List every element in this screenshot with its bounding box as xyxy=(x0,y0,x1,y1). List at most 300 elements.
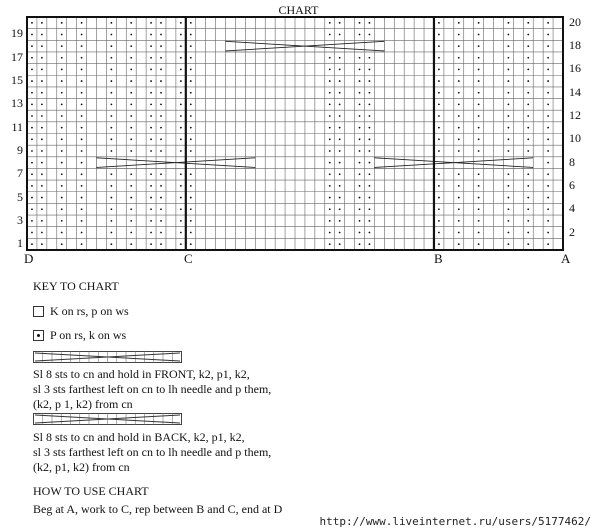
purl-stitch-dot xyxy=(150,92,152,94)
purl-label: P on rs, k on ws xyxy=(50,328,127,342)
purl-stitch-dot xyxy=(180,185,182,187)
purl-stitch-dot xyxy=(369,162,371,164)
purl-stitch-dot xyxy=(81,103,83,105)
purl-stitch-dot xyxy=(150,80,152,82)
purl-stitch-dot xyxy=(438,80,440,82)
purl-stitch-dot xyxy=(190,220,192,222)
purl-stitch-dot xyxy=(110,57,112,59)
purl-stitch-dot xyxy=(190,34,192,36)
purl-stitch-dot xyxy=(81,22,83,24)
purl-stitch-dot xyxy=(458,127,460,129)
purl-stitch-dot xyxy=(359,197,361,199)
purl-stitch-dot xyxy=(41,57,43,59)
cable-back-line-1: Sl 8 sts to cn and hold in BACK, k2, p1, k2, xyxy=(33,430,245,444)
purl-stitch-dot xyxy=(61,45,63,47)
purl-stitch-dot xyxy=(190,243,192,245)
purl-stitch-dot xyxy=(150,22,152,24)
purl-stitch-dot xyxy=(110,80,112,82)
purl-stitch-dot xyxy=(150,208,152,210)
column-marker-d: D xyxy=(24,251,34,266)
purl-stitch-dot xyxy=(81,173,83,175)
purl-stitch-dot xyxy=(180,57,182,59)
purl-stitch-dot xyxy=(339,220,341,222)
purl-stitch-dot xyxy=(61,92,63,94)
purl-stitch-dot xyxy=(130,127,132,129)
purl-stitch-dot xyxy=(41,69,43,71)
purl-stitch-dot xyxy=(508,34,510,36)
purl-stitch-dot xyxy=(527,34,529,36)
purl-stitch-dot xyxy=(458,243,460,245)
purl-stitch-dot xyxy=(150,150,152,152)
row-number-left: 15 xyxy=(11,73,23,88)
purl-stitch-dot xyxy=(150,220,152,222)
purl-stitch-dot xyxy=(438,69,440,71)
purl-stitch-dot xyxy=(527,243,529,245)
purl-stitch-dot xyxy=(31,220,33,222)
purl-stitch-dot xyxy=(527,69,529,71)
purl-stitch-dot xyxy=(150,138,152,140)
purl-stitch-dot xyxy=(150,173,152,175)
purl-stitch-dot xyxy=(369,232,371,234)
purl-stitch-dot xyxy=(190,103,192,105)
purl-stitch-dot xyxy=(458,208,460,210)
purl-stitch-dot xyxy=(130,208,132,210)
purl-stitch-dot xyxy=(527,197,529,199)
purl-stitch-dot xyxy=(369,243,371,245)
purl-stitch-dot xyxy=(547,45,549,47)
purl-stitch-dot xyxy=(438,138,440,140)
purl-stitch-dot xyxy=(180,138,182,140)
purl-stitch-dot xyxy=(160,22,162,24)
purl-stitch-dot xyxy=(339,57,341,59)
purl-stitch-dot xyxy=(339,243,341,245)
row-number-right: 8 xyxy=(569,154,575,169)
purl-stitch-dot xyxy=(110,220,112,222)
purl-stitch-dot xyxy=(359,34,361,36)
purl-stitch-dot xyxy=(508,150,510,152)
purl-stitch-dot xyxy=(150,197,152,199)
purl-stitch-dot xyxy=(130,34,132,36)
purl-stitch-dot xyxy=(329,22,331,24)
purl-stitch-dot xyxy=(329,162,331,164)
purl-stitch-dot xyxy=(61,57,63,59)
purl-stitch-dot xyxy=(41,115,43,117)
purl-stitch-dot xyxy=(150,115,152,117)
purl-stitch-dot xyxy=(110,185,112,187)
purl-stitch-dot xyxy=(527,150,529,152)
purl-stitch-dot xyxy=(130,103,132,105)
purl-stitch-dot xyxy=(369,150,371,152)
purl-stitch-dot xyxy=(41,103,43,105)
row-number-right: 18 xyxy=(569,38,581,53)
row-number-right: 4 xyxy=(569,201,575,216)
purl-stitch-dot xyxy=(458,115,460,117)
purl-stitch-dot xyxy=(478,34,480,36)
purl-stitch-dot xyxy=(458,232,460,234)
purl-stitch-dot xyxy=(438,150,440,152)
purl-stitch-dot xyxy=(438,243,440,245)
purl-stitch-dot xyxy=(41,162,43,164)
purl-stitch-dot xyxy=(31,45,33,47)
purl-stitch-dot xyxy=(359,243,361,245)
purl-stitch-dot xyxy=(180,150,182,152)
purl-stitch-dot xyxy=(31,80,33,82)
purl-stitch-dot xyxy=(527,22,529,24)
purl-stitch-dot xyxy=(329,57,331,59)
purl-stitch-dot xyxy=(180,22,182,24)
purl-stitch-dot xyxy=(160,69,162,71)
purl-stitch-dot xyxy=(130,115,132,117)
purl-stitch-dot xyxy=(508,138,510,140)
purl-stitch-dot xyxy=(478,80,480,82)
purl-stitch-dot xyxy=(438,220,440,222)
row-number-right: 10 xyxy=(569,131,581,146)
purl-stitch-dot xyxy=(190,232,192,234)
purl-stitch-dot xyxy=(180,220,182,222)
purl-stitch-dot xyxy=(359,185,361,187)
purl-stitch-dot xyxy=(81,80,83,82)
purl-stitch-dot xyxy=(61,115,63,117)
purl-stitch-dot xyxy=(547,173,549,175)
purl-stitch-dot xyxy=(180,127,182,129)
purl-stitch-dot xyxy=(527,220,529,222)
purl-stitch-dot xyxy=(160,127,162,129)
purl-stitch-dot xyxy=(339,232,341,234)
purl-stitch-dot xyxy=(41,208,43,210)
cable-back-line-3: (k2, p1, k2) from cn xyxy=(33,460,130,474)
purl-stitch-dot xyxy=(329,208,331,210)
purl-stitch-dot xyxy=(150,69,152,71)
purl-stitch-dot xyxy=(547,80,549,82)
purl-stitch-dot xyxy=(478,173,480,175)
purl-stitch-dot xyxy=(110,69,112,71)
purl-stitch-dot xyxy=(329,243,331,245)
purl-stitch-dot xyxy=(478,150,480,152)
purl-stitch-dot xyxy=(160,197,162,199)
knit-symbol-icon xyxy=(33,306,44,317)
purl-stitch-dot xyxy=(478,92,480,94)
purl-stitch-dot xyxy=(160,34,162,36)
knit-label: K on rs, p on ws xyxy=(50,304,129,318)
purl-stitch-dot xyxy=(180,115,182,117)
purl-stitch-dot xyxy=(339,22,341,24)
purl-stitch-dot xyxy=(527,80,529,82)
purl-stitch-dot xyxy=(547,220,549,222)
purl-stitch-dot xyxy=(110,34,112,36)
purl-stitch-dot xyxy=(438,185,440,187)
purl-stitch-dot xyxy=(508,80,510,82)
purl-stitch-dot xyxy=(31,243,33,245)
chart-title: CHART xyxy=(278,3,319,17)
purl-stitch-dot xyxy=(458,80,460,82)
purl-stitch-dot xyxy=(369,127,371,129)
row-number-right: 14 xyxy=(569,84,581,99)
column-marker-a: A xyxy=(561,251,571,266)
purl-stitch-dot xyxy=(190,22,192,24)
purl-stitch-dot xyxy=(527,103,529,105)
purl-stitch-dot xyxy=(190,57,192,59)
purl-stitch-dot xyxy=(478,57,480,59)
purl-stitch-dot xyxy=(160,92,162,94)
purl-stitch-dot xyxy=(31,22,33,24)
purl-stitch-dot xyxy=(81,185,83,187)
purl-stitch-dot xyxy=(438,127,440,129)
purl-stitch-dot xyxy=(369,115,371,117)
row-number-right: 2 xyxy=(569,224,575,239)
purl-stitch-dot xyxy=(458,103,460,105)
purl-stitch-dot xyxy=(369,208,371,210)
purl-stitch-dot xyxy=(339,208,341,210)
how-to-text: Beg at A, work to C, rep between B and C, end at D xyxy=(33,502,283,516)
purl-stitch-dot xyxy=(190,197,192,199)
purl-stitch-dot xyxy=(359,92,361,94)
purl-stitch-dot xyxy=(61,220,63,222)
purl-stitch-dot xyxy=(190,208,192,210)
row-number-right: 12 xyxy=(569,108,581,123)
purl-stitch-dot xyxy=(359,162,361,164)
purl-stitch-dot xyxy=(359,103,361,105)
purl-stitch-dot xyxy=(61,80,63,82)
purl-stitch-dot xyxy=(359,173,361,175)
purl-stitch-dot xyxy=(110,127,112,129)
purl-stitch-dot xyxy=(110,138,112,140)
purl-stitch-dot xyxy=(31,232,33,234)
purl-stitch-dot xyxy=(339,185,341,187)
purl-stitch-dot xyxy=(339,162,341,164)
purl-stitch-dot xyxy=(458,150,460,152)
row-number-left: 11 xyxy=(11,119,23,134)
purl-stitch-dot xyxy=(130,232,132,234)
purl-stitch-dot xyxy=(130,185,132,187)
purl-stitch-dot xyxy=(61,150,63,152)
purl-stitch-dot xyxy=(339,173,341,175)
purl-stitch-dot xyxy=(81,34,83,36)
purl-stitch-dot xyxy=(61,69,63,71)
purl-stitch-dot xyxy=(359,138,361,140)
purl-stitch-dot xyxy=(160,150,162,152)
purl-stitch-dot xyxy=(369,173,371,175)
purl-stitch-dot xyxy=(31,34,33,36)
column-marker-c: C xyxy=(184,251,193,266)
purl-stitch-dot xyxy=(130,138,132,140)
cable-back-line-2: sl 3 sts farthest left on cn to lh needle and p them, xyxy=(33,445,272,459)
purl-stitch-dot xyxy=(41,127,43,129)
purl-stitch-dot xyxy=(81,197,83,199)
purl-stitch-dot xyxy=(508,115,510,117)
purl-stitch-dot xyxy=(31,162,33,164)
purl-stitch-dot xyxy=(508,57,510,59)
row-number-right: 16 xyxy=(569,61,581,76)
purl-stitch-dot xyxy=(508,185,510,187)
purl-stitch-dot xyxy=(547,115,549,117)
purl-stitch-dot xyxy=(369,80,371,82)
purl-stitch-dot xyxy=(160,103,162,105)
purl-stitch-dot xyxy=(160,45,162,47)
purl-stitch-dot xyxy=(527,173,529,175)
purl-stitch-dot xyxy=(61,103,63,105)
purl-stitch-dot xyxy=(190,150,192,152)
purl-stitch-dot xyxy=(81,57,83,59)
purl-stitch-dot xyxy=(329,127,331,129)
purl-stitch-dot xyxy=(438,103,440,105)
purl-stitch-dot xyxy=(458,22,460,24)
purl-stitch-dot xyxy=(41,150,43,152)
purl-stitch-dot xyxy=(61,232,63,234)
purl-stitch-dot xyxy=(547,57,549,59)
purl-stitch-dot xyxy=(478,115,480,117)
purl-stitch-dot xyxy=(359,127,361,129)
purl-stitch-dot xyxy=(359,57,361,59)
purl-stitch-dot xyxy=(547,92,549,94)
purl-stitch-dot xyxy=(438,34,440,36)
purl-stitch-dot xyxy=(110,92,112,94)
purl-stitch-dot xyxy=(478,45,480,47)
purl-stitch-dot xyxy=(369,69,371,71)
purl-stitch-dot xyxy=(339,80,341,82)
purl-stitch-dot xyxy=(527,185,529,187)
purl-stitch-dot xyxy=(339,115,341,117)
purl-stitch-dot xyxy=(547,103,549,105)
purl-stitch-dot xyxy=(81,115,83,117)
purl-stitch-dot xyxy=(438,173,440,175)
purl-stitch-dot xyxy=(110,22,112,24)
purl-stitch-dot xyxy=(527,57,529,59)
purl-stitch-dot xyxy=(130,45,132,47)
purl-stitch-dot xyxy=(160,208,162,210)
purl-stitch-dot xyxy=(130,69,132,71)
purl-stitch-dot xyxy=(150,232,152,234)
purl-stitch-dot xyxy=(180,103,182,105)
purl-stitch-dot xyxy=(478,243,480,245)
purl-stitch-dot xyxy=(61,173,63,175)
purl-stitch-dot xyxy=(190,115,192,117)
purl-stitch-dot xyxy=(150,34,152,36)
purl-stitch-dot xyxy=(31,208,33,210)
purl-stitch-dot xyxy=(160,243,162,245)
purl-stitch-dot xyxy=(190,173,192,175)
purl-stitch-dot xyxy=(190,45,192,47)
purl-stitch-dot xyxy=(478,208,480,210)
purl-stitch-dot xyxy=(527,45,529,47)
purl-stitch-dot xyxy=(160,115,162,117)
purl-stitch-dot xyxy=(329,220,331,222)
purl-stitch-dot xyxy=(359,80,361,82)
purl-stitch-dot xyxy=(160,185,162,187)
purl-stitch-dot xyxy=(478,138,480,140)
purl-stitch-dot xyxy=(508,232,510,234)
row-number-left: 3 xyxy=(17,212,23,227)
watermark-url: http://www.liveinternet.ru/users/5177462/ xyxy=(319,515,591,528)
purl-stitch-dot xyxy=(508,127,510,129)
purl-stitch-dot xyxy=(190,69,192,71)
purl-stitch-dot xyxy=(61,208,63,210)
purl-stitch-dot xyxy=(190,138,192,140)
purl-stitch-dot xyxy=(547,127,549,129)
purl-stitch-dot xyxy=(458,138,460,140)
purl-stitch-dot xyxy=(41,232,43,234)
purl-stitch-dot xyxy=(41,80,43,82)
purl-stitch-dot xyxy=(527,92,529,94)
purl-stitch-dot xyxy=(150,57,152,59)
purl-stitch-dot xyxy=(180,80,182,82)
purl-stitch-dot xyxy=(458,57,460,59)
purl-stitch-dot xyxy=(81,69,83,71)
purl-stitch-dot xyxy=(41,45,43,47)
purl-stitch-dot xyxy=(369,57,371,59)
purl-stitch-dot xyxy=(329,92,331,94)
purl-stitch-dot xyxy=(81,138,83,140)
purl-stitch-dot xyxy=(110,103,112,105)
purl-stitch-dot xyxy=(180,92,182,94)
purl-stitch-dot xyxy=(110,45,112,47)
purl-stitch-dot xyxy=(41,22,43,24)
row-number-left: 5 xyxy=(17,189,23,204)
purl-stitch-dot xyxy=(438,22,440,24)
purl-stitch-dot xyxy=(61,243,63,245)
purl-stitch-dot xyxy=(110,232,112,234)
purl-stitch-dot xyxy=(329,34,331,36)
purl-stitch-dot xyxy=(130,150,132,152)
purl-stitch-dot xyxy=(329,69,331,71)
purl-stitch-dot xyxy=(61,22,63,24)
purl-stitch-dot xyxy=(31,57,33,59)
purl-stitch-dot xyxy=(61,185,63,187)
row-number-left: 17 xyxy=(11,49,23,64)
purl-stitch-dot xyxy=(508,22,510,24)
purl-stitch-dot xyxy=(329,150,331,152)
purl-stitch-dot xyxy=(61,34,63,36)
purl-stitch-dot xyxy=(359,150,361,152)
purl-stitch-dot xyxy=(81,45,83,47)
purl-stitch-dot xyxy=(61,162,63,164)
key-title: KEY TO CHART xyxy=(33,279,119,293)
purl-stitch-dot xyxy=(180,69,182,71)
purl-stitch-dot xyxy=(508,92,510,94)
purl-stitch-dot xyxy=(41,243,43,245)
purl-stitch-dot xyxy=(478,22,480,24)
purl-stitch-dot xyxy=(547,69,549,71)
purl-stitch-dot xyxy=(359,220,361,222)
purl-stitch-dot xyxy=(180,197,182,199)
purl-stitch-dot xyxy=(31,173,33,175)
purl-stitch-dot xyxy=(81,232,83,234)
purl-stitch-dot xyxy=(31,150,33,152)
purl-stitch-dot xyxy=(160,173,162,175)
purl-stitch-dot xyxy=(130,92,132,94)
purl-stitch-dot xyxy=(150,127,152,129)
purl-stitch-dot xyxy=(180,34,182,36)
cable-front-line-2: sl 3 sts farthest left on cn to lh needle and p them, xyxy=(33,382,272,396)
purl-stitch-dot xyxy=(438,57,440,59)
purl-stitch-dot xyxy=(180,243,182,245)
purl-stitch-dot xyxy=(339,34,341,36)
row-number-left: 13 xyxy=(11,96,23,111)
cable-front-line-1: Sl 8 sts to cn and hold in FRONT, k2, p1, k2, xyxy=(33,367,250,381)
purl-stitch-dot xyxy=(190,127,192,129)
purl-stitch-dot xyxy=(110,197,112,199)
purl-stitch-dot xyxy=(458,185,460,187)
purl-stitch-dot xyxy=(329,138,331,140)
purl-stitch-dot xyxy=(130,22,132,24)
purl-stitch-dot xyxy=(130,197,132,199)
column-marker-b: B xyxy=(434,251,443,266)
purl-stitch-dot xyxy=(160,220,162,222)
purl-stitch-dot xyxy=(190,185,192,187)
purl-stitch-dot xyxy=(359,22,361,24)
purl-stitch-dot xyxy=(547,208,549,210)
row-number-left: 1 xyxy=(17,236,23,251)
purl-stitch-dot xyxy=(458,197,460,199)
